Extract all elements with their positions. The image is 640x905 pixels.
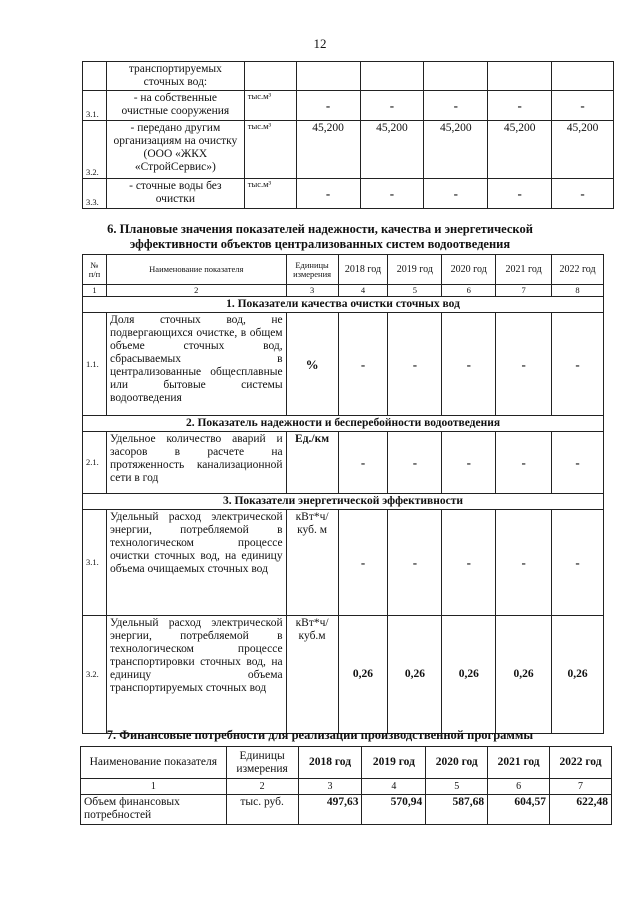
- page-number: 12: [313, 36, 327, 51]
- cell-value: -: [360, 91, 424, 121]
- cell-value: [424, 62, 488, 91]
- cell-num: 1.1.: [83, 313, 107, 416]
- cell-value: 45,200: [296, 121, 360, 179]
- cell-value: -: [338, 510, 388, 616]
- group3-title: 3. Показатели энергетической эффективности: [83, 494, 604, 510]
- cell-num: 3.1.: [83, 510, 107, 616]
- colnum: 7: [550, 779, 612, 795]
- column-number-row: [81, 779, 612, 795]
- cell-name: Удельное количество аварий и засоров в расчете на протяженность канализационной сети в год: [106, 432, 286, 494]
- cell-value: -: [552, 313, 604, 416]
- indicators-table: [82, 254, 604, 734]
- cell-num: [83, 62, 107, 91]
- table-row: [83, 432, 604, 494]
- table-row: [83, 91, 614, 121]
- finance-table: [80, 746, 612, 825]
- table-row: [83, 179, 614, 209]
- cell-value: -: [442, 510, 496, 616]
- table-continuation: [82, 61, 614, 209]
- cell-value: -: [496, 432, 552, 494]
- cell-value: 497,63: [298, 795, 362, 825]
- cell-num: 3.2.: [83, 616, 107, 734]
- header-2021: 2021 год: [488, 747, 550, 779]
- cell-value: 587,68: [426, 795, 488, 825]
- group2-title: 2. Показатель надежности и бесперебойности водоотведения: [83, 416, 604, 432]
- cell-value: 0,26: [388, 616, 442, 734]
- header-2019: 2019 год: [362, 747, 426, 779]
- header-unit: Единицы измерения: [286, 255, 338, 285]
- cell-name: - на собственные очистные сооружения: [106, 91, 244, 121]
- group-header-row: [83, 297, 604, 313]
- cell-value: -: [388, 432, 442, 494]
- cell-value: -: [338, 432, 388, 494]
- cell-value: 622,48: [550, 795, 612, 825]
- header-num: № п/п: [83, 255, 107, 285]
- section6-title-line2: эффективности объектов централизованных систем водоотведения: [129, 237, 511, 251]
- header-2019: 2019 год: [388, 255, 442, 285]
- cell-value: -: [296, 91, 360, 121]
- colnum: 1: [83, 285, 107, 297]
- header-2020: 2020 год: [442, 255, 496, 285]
- cell-num: 3.1.: [83, 91, 107, 121]
- column-number-row: [83, 285, 604, 297]
- table-header-row: [81, 747, 612, 779]
- cell-value: -: [552, 432, 604, 494]
- cell-value: -: [424, 179, 488, 209]
- cell-name: Объем финансовых потребностей: [81, 795, 227, 825]
- cell-num: 2.1.: [83, 432, 107, 494]
- cell-value: -: [338, 313, 388, 416]
- cell-value: -: [442, 313, 496, 416]
- cell-name: Удельный расход электрической энергии, потребляемой в технологическом процессе очистки сточных вод, на единицу объема очищаемых сточных вод: [106, 510, 286, 616]
- header-name: Наименование показателя: [81, 747, 227, 779]
- cell-value: [296, 62, 360, 91]
- colnum: 6: [488, 779, 550, 795]
- cell-value: -: [488, 179, 552, 209]
- cell-unit: тыс. руб.: [226, 795, 298, 825]
- table-row: [83, 313, 604, 416]
- cell-value: 45,200: [424, 121, 488, 179]
- colnum: 5: [388, 285, 442, 297]
- cell-name: транспортируемых сточных вод:: [106, 62, 244, 91]
- cell-unit: кВт*ч/ куб.м: [286, 616, 338, 734]
- cell-value: -: [424, 91, 488, 121]
- cell-value: -: [552, 179, 614, 209]
- cell-value: -: [388, 313, 442, 416]
- cell-value: -: [496, 313, 552, 416]
- cell-unit: тыс.м³: [244, 121, 296, 179]
- cell-value: -: [496, 510, 552, 616]
- cell-name: Удельный расход электрической энергии, потребляемой в технологическом процессе транспортировки сточных вод, на единицу объема транспортируемых сточных вод: [106, 616, 286, 734]
- cell-value: 45,200: [552, 121, 614, 179]
- header-2021: 2021 год: [496, 255, 552, 285]
- cell-value: -: [442, 432, 496, 494]
- cell-value: 0,26: [338, 616, 388, 734]
- cell-value: 0,26: [552, 616, 604, 734]
- cell-value: -: [296, 179, 360, 209]
- header-2022: 2022 год: [550, 747, 612, 779]
- cell-num: 3.2.: [83, 121, 107, 179]
- cell-unit: кВт*ч/ куб. м: [286, 510, 338, 616]
- cell-unit: [244, 62, 296, 91]
- section7-title: 7. Финансовые потребности для реализации производственной программы: [106, 728, 534, 742]
- cell-value: [360, 62, 424, 91]
- cell-value: 0,26: [496, 616, 552, 734]
- colnum: 3: [286, 285, 338, 297]
- cell-name: - сточные воды без очистки: [106, 179, 244, 209]
- colnum: 1: [81, 779, 227, 795]
- header-2022: 2022 год: [552, 255, 604, 285]
- colnum: 8: [552, 285, 604, 297]
- group-header-row: [83, 494, 604, 510]
- colnum: 6: [442, 285, 496, 297]
- header-2018: 2018 год: [338, 255, 388, 285]
- group1-title: 1. Показатели качества очистки сточных вод: [83, 297, 604, 313]
- cell-value: -: [552, 510, 604, 616]
- header-unit: Единицы измерения: [226, 747, 298, 779]
- section6-title: [0, 222, 640, 252]
- table-row: [83, 62, 614, 91]
- colnum: 2: [226, 779, 298, 795]
- table-row: [83, 510, 604, 616]
- colnum: 2: [106, 285, 286, 297]
- colnum: 4: [338, 285, 388, 297]
- cell-num: 3.3.: [83, 179, 107, 209]
- cell-value: 570,94: [362, 795, 426, 825]
- cell-name: Доля сточных вод, не подвергающихся очистке, в общем объеме сточных вод, сбрасываемых в централизованные общесплавные или бытовые системы водоотведения: [106, 313, 286, 416]
- colnum: 4: [362, 779, 426, 795]
- cell-value: 45,200: [488, 121, 552, 179]
- section6-title-line1: 6. Плановые значения показателей надежности, качества и энергетической: [107, 222, 533, 236]
- cell-value: -: [552, 91, 614, 121]
- table-row: [81, 795, 612, 825]
- cell-unit: тыс.м³: [244, 91, 296, 121]
- colnum: 7: [496, 285, 552, 297]
- colnum: 5: [426, 779, 488, 795]
- table-row: [83, 616, 604, 734]
- cell-value: -: [388, 510, 442, 616]
- cell-value: [552, 62, 614, 91]
- header-2020: 2020 год: [426, 747, 488, 779]
- cell-value: 0,26: [442, 616, 496, 734]
- cell-value: -: [360, 179, 424, 209]
- cell-value: 604,57: [488, 795, 550, 825]
- cell-unit: Ед./км: [286, 432, 338, 494]
- header-name: Наименование показателя: [106, 255, 286, 285]
- colnum: 3: [298, 779, 362, 795]
- cell-value: [488, 62, 552, 91]
- header-2018: 2018 год: [298, 747, 362, 779]
- cell-value: -: [488, 91, 552, 121]
- cell-unit: %: [286, 313, 338, 416]
- table-header-row: [83, 255, 604, 285]
- group-header-row: [83, 416, 604, 432]
- table-row: [83, 121, 614, 179]
- cell-unit: тыс.м³: [244, 179, 296, 209]
- cell-name: - передано другим организациям на очистку (ООО «ЖКХ «СтройСервис»): [106, 121, 244, 179]
- cell-value: 45,200: [360, 121, 424, 179]
